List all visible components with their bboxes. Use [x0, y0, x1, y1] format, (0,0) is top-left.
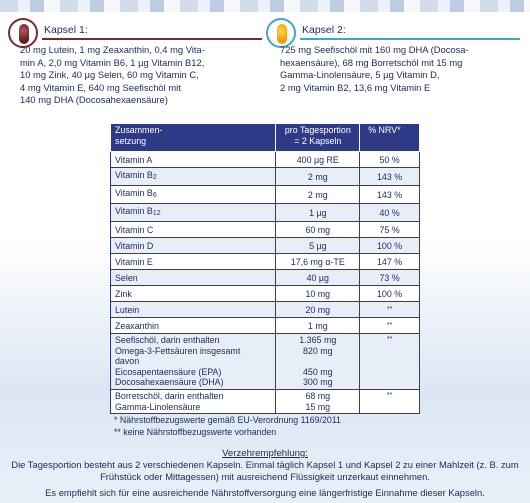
table-row: [111, 204, 420, 222]
recommendation-text-2: Es empfiehlt sich für eine ausreichende Nährstoffversorgung eine längerfristige Einnahme dieser Kapseln.: [45, 487, 485, 498]
kapsel-1-underline: [42, 38, 262, 40]
cell-amount: 2 mg: [276, 186, 360, 204]
cell-nrv: 100 %: [360, 238, 420, 254]
table-row: [111, 168, 420, 186]
cell-nrv: 143 %: [360, 186, 420, 204]
footnote-nrv: * Nährstoffbezugswerte gemäß EU-Verordnung 1169/2011: [114, 415, 341, 425]
cell-nrv: 147 %: [360, 254, 420, 270]
cell-amount: 2 mg: [276, 168, 360, 186]
kapsel-1-line: 20 mg Lutein, 1 mg Zeaxanthin, 0,4 mg Vita-: [20, 44, 205, 55]
kapsel-1-line: 10 mg Zink, 40 µg Selen, 60 mg Vitamin C,: [20, 69, 199, 81]
cell-name: Vitamin $B_6$: [111, 186, 276, 204]
table-header-row: [111, 124, 420, 152]
kapsel-2-line: 2 mg Vitamin B2, 13,6 mg Vitamin E: [280, 81, 431, 93]
cell-amount: 17,6 mg α-TE: [276, 254, 360, 270]
kapsel-2-ingredients: [280, 44, 528, 94]
cell-amount: 40 µg: [276, 270, 360, 286]
table-row: [111, 334, 420, 390]
table-row: [111, 222, 420, 238]
cell-name: Zeaxanthin: [111, 318, 276, 334]
cell-nrv: 100 %: [360, 286, 420, 302]
footnote-no-nrv: ** keine Nährstoffbezugswerte vorhanden: [114, 427, 277, 437]
cell-amount: 20 mg: [276, 302, 360, 318]
nutrition-table: [110, 123, 420, 414]
header-nrv: % NRV*: [360, 124, 420, 152]
cell-nrv: 50 %: [360, 152, 420, 168]
cell-nrv: **: [360, 302, 420, 318]
kapsel-1-line: min A, 2,0 mg Vitamin B6, 1 µg Vitamin B12,: [20, 56, 205, 68]
kapsel-1-line: 140 mg DHA (Docosahexaensäure): [20, 94, 168, 106]
cell-nrv: 143 %: [360, 168, 420, 186]
cell-nrv: **: [360, 318, 420, 334]
cell-name: Vitamin C: [111, 222, 276, 238]
kapsel-2-underline: [300, 38, 520, 40]
table-row: [111, 254, 420, 270]
cell-amount: 68 mg 15 mg: [276, 389, 360, 413]
table-row: [111, 186, 420, 204]
table-row: [111, 238, 420, 254]
cell-nrv: 73 %: [360, 270, 420, 286]
table-row: [111, 286, 420, 302]
cell-name: Vitamin $B_{12}$: [111, 204, 276, 222]
cell-amount: 1 µg: [276, 204, 360, 222]
cell-nrv: **: [360, 389, 420, 413]
kapsel-1-ingredients: [20, 44, 268, 107]
cell-amount: 1.365 mg 820 mg 450 mg 300 mg: [276, 334, 360, 390]
cell-name: Borretschöl, darin enthalten Gamma-Linolensäure: [111, 389, 276, 413]
cell-name: Zink: [111, 286, 276, 302]
kapsel-2-title: Kapsel 2:: [302, 24, 346, 36]
cell-name: Vitamin D: [111, 238, 276, 254]
nutrition-table-body: [111, 152, 420, 414]
kapsel-1-line: 4 mg Vitamin E, 640 mg Seefischöl mit: [20, 81, 181, 93]
table-row: [111, 389, 420, 413]
table-row: [111, 152, 420, 168]
table-row: [111, 318, 420, 334]
kapsel-1-title: Kapsel 1:: [44, 24, 88, 36]
kapsel-2-line: 725 mg Seefischöl mit 160 mg DHA (Docosa-: [280, 44, 469, 55]
recommendation-title: Verzehrempfehlung:: [222, 448, 308, 459]
header-zusammensetzung: Zusammen- setzung: [111, 124, 276, 152]
cell-name: Vitamin $B_2$: [111, 168, 276, 186]
cell-name: Vitamin E: [111, 254, 276, 270]
cell-name: Seefischöl, darin enthalten Omega-3-Fettsäuren insgesamt davon Eicosapentaensäure (EPA) Docosahexaensäure (DHA): [111, 334, 276, 390]
cell-amount: 5 µg: [276, 238, 360, 254]
kapsel-2-line: hexaensäure), 68 mg Borretschöl mit 15 mg: [280, 56, 463, 68]
top-decorative-strip: [0, 0, 530, 12]
cell-name: Selen: [111, 270, 276, 286]
cell-amount: 10 mg: [276, 286, 360, 302]
cell-name: Lutein: [111, 302, 276, 318]
recommendation-text: Die Tagesportion besteht aus 2 verschiedenen Kapseln. Einmal täglich Kapsel 1 und Kapsel 2 zu einer Mahlzeit (z. B. zum Frühstück oder Mittagessen) mit ausreichend Flüssigkeit unzerkaut einnehmen.: [11, 459, 519, 483]
table-row: [111, 302, 420, 318]
header-tagesportion: pro Tagesportion = 2 Kapseln: [276, 124, 360, 152]
kapsel-2-line: Gamma-Linolensäure, 5 µg Vitamin D,: [280, 69, 440, 81]
cell-nrv: 40 %: [360, 204, 420, 222]
cell-amount: 1 mg: [276, 318, 360, 334]
cell-nrv: 75 %: [360, 222, 420, 238]
cell-name: Vitamin A: [111, 152, 276, 168]
cell-amount: 60 mg: [276, 222, 360, 238]
cell-amount: 400 µg RE: [276, 152, 360, 168]
cell-nrv: **: [360, 334, 420, 390]
table-row: [111, 270, 420, 286]
